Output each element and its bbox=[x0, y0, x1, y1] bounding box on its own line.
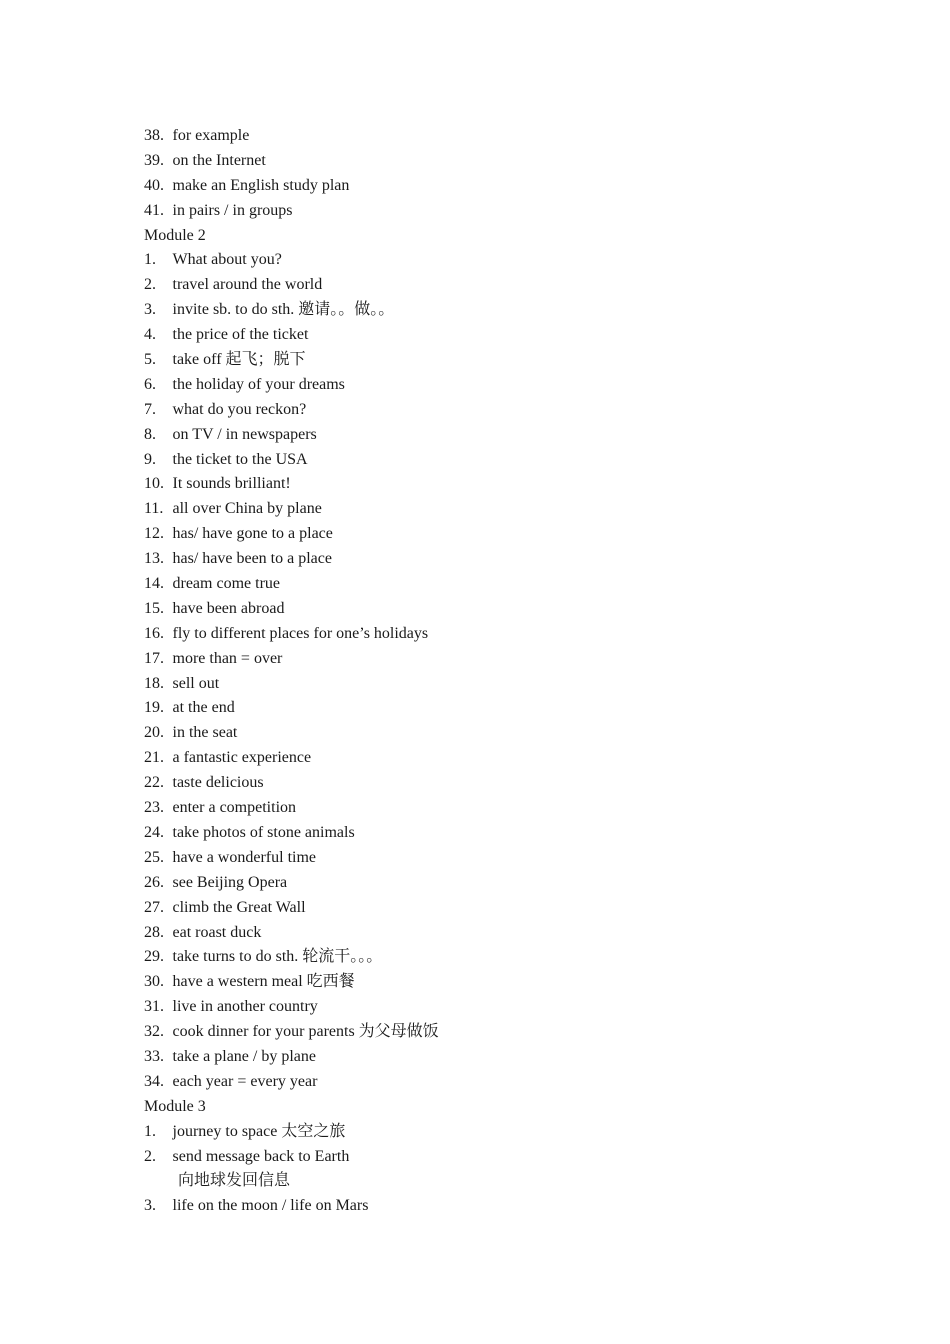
list-item-text: at the end bbox=[172, 699, 235, 717]
document-page bbox=[144, 124, 844, 1219]
list-item-text: What about you? bbox=[172, 251, 282, 269]
list-item bbox=[144, 721, 844, 746]
list-item-number: 7. bbox=[144, 400, 156, 418]
list-item-text: see Beijing Opera bbox=[172, 873, 288, 891]
list-item-text: journey to space 太空之旅 bbox=[172, 1122, 346, 1140]
list-item-text: travel around the world bbox=[172, 276, 323, 294]
list-item-continuation bbox=[144, 1169, 844, 1194]
list-item-text: enter a competition bbox=[172, 799, 297, 817]
list-item bbox=[144, 199, 844, 224]
list-item-number: 9. bbox=[144, 450, 156, 468]
list-item-number: 24. bbox=[144, 823, 164, 841]
list-item-text: climb the Great Wall bbox=[172, 898, 306, 916]
list-item bbox=[144, 149, 844, 174]
list-item bbox=[144, 871, 844, 896]
list-item-number: 2. bbox=[144, 1147, 156, 1165]
list-item-text: send message back to Earth bbox=[172, 1147, 350, 1165]
list-item bbox=[144, 696, 844, 721]
list-item bbox=[144, 423, 844, 448]
list-item bbox=[144, 995, 844, 1020]
list-item-text: what do you reckon? bbox=[172, 400, 307, 418]
list-item-number: 22. bbox=[144, 774, 164, 792]
list-item-number: 29. bbox=[144, 948, 164, 966]
list-item bbox=[144, 846, 844, 871]
list-item-number: 2. bbox=[144, 276, 156, 294]
list-item-number: 1. bbox=[144, 1122, 156, 1140]
list-item-number: 15. bbox=[144, 599, 164, 617]
list-item bbox=[144, 821, 844, 846]
list-item bbox=[144, 597, 844, 622]
list-item-number: 11. bbox=[144, 500, 164, 518]
list-item bbox=[144, 273, 844, 298]
list-item-number: 30. bbox=[144, 973, 164, 991]
list-item bbox=[144, 1045, 844, 1070]
list-item bbox=[144, 672, 844, 697]
list-item-number: 1. bbox=[144, 251, 156, 269]
list-item-number: 5. bbox=[144, 351, 156, 369]
list-item-number: 12. bbox=[144, 525, 164, 543]
list-item-text: the ticket to the USA bbox=[172, 450, 308, 468]
list-item bbox=[144, 348, 844, 373]
list-item-number: 17. bbox=[144, 649, 164, 667]
list-item-text: invite sb. to do sth. 邀请。。做。。 bbox=[172, 301, 395, 319]
list-item bbox=[144, 945, 844, 970]
list-item-text: eat roast duck bbox=[172, 923, 262, 941]
list-item bbox=[144, 124, 844, 149]
list-item-text: sell out bbox=[172, 674, 220, 692]
list-item-text: take photos of stone animals bbox=[172, 823, 355, 841]
list-item-text: have a wonderful time bbox=[172, 848, 316, 866]
list-item bbox=[144, 921, 844, 946]
list-item bbox=[144, 572, 844, 597]
list-item-text: on TV / in newspapers bbox=[172, 425, 317, 443]
list-item bbox=[144, 771, 844, 796]
list-item-number: 19. bbox=[144, 699, 164, 717]
list-item-number: 31. bbox=[144, 998, 164, 1016]
list-item-text: 向地球发回信息 bbox=[178, 1172, 291, 1190]
list-item-text: a fantastic experience bbox=[172, 749, 312, 767]
list-item-number: 34. bbox=[144, 1072, 164, 1090]
list-item bbox=[144, 448, 844, 473]
list-item-text: has/ have gone to a place bbox=[172, 525, 333, 543]
list-item bbox=[144, 1020, 844, 1045]
list-item-text: life on the moon / life on Mars bbox=[172, 1197, 369, 1215]
section-heading-text: Module 3 bbox=[144, 1097, 206, 1115]
list-item-text: all over China by plane bbox=[172, 500, 322, 518]
list-item-number: 14. bbox=[144, 575, 164, 593]
list-item-text: live in another country bbox=[172, 998, 318, 1016]
list-item-number: 3. bbox=[144, 1197, 156, 1215]
list-item-number: 3. bbox=[144, 301, 156, 319]
list-item-number: 16. bbox=[144, 624, 164, 642]
list-item-number: 41. bbox=[144, 201, 164, 219]
list-item bbox=[144, 1120, 844, 1145]
list-item bbox=[144, 248, 844, 273]
list-item-number: 32. bbox=[144, 1023, 164, 1041]
list-item-text: each year = every year bbox=[172, 1072, 318, 1090]
list-item-number: 6. bbox=[144, 375, 156, 393]
list-item-number: 33. bbox=[144, 1047, 164, 1065]
list-item-text: dream come true bbox=[172, 575, 280, 593]
list-item bbox=[144, 1145, 844, 1170]
list-item-number: 13. bbox=[144, 550, 164, 568]
list-item-text: have been abroad bbox=[172, 599, 285, 617]
list-item-text: take off 起飞；脱下 bbox=[172, 351, 306, 369]
list-item-text: the holiday of your dreams bbox=[172, 375, 345, 393]
list-item-number: 21. bbox=[144, 749, 164, 767]
list-item-text: taste delicious bbox=[172, 774, 264, 792]
list-item-number: 18. bbox=[144, 674, 164, 692]
list-item-text: has/ have been to a place bbox=[172, 550, 332, 568]
list-item bbox=[144, 174, 844, 199]
section-heading bbox=[144, 1095, 844, 1120]
list-item-number: 26. bbox=[144, 873, 164, 891]
list-item-number: 39. bbox=[144, 151, 164, 169]
list-item bbox=[144, 746, 844, 771]
list-item-number: 23. bbox=[144, 799, 164, 817]
list-item-text: for example bbox=[172, 127, 250, 144]
list-item-text: more than = over bbox=[172, 649, 283, 667]
list-item-number: 28. bbox=[144, 923, 164, 941]
list-item-text: take turns to do sth. 轮流干。。。 bbox=[172, 948, 383, 966]
list-item bbox=[144, 298, 844, 323]
list-item-text: It sounds brilliant! bbox=[172, 475, 291, 493]
list-item bbox=[144, 896, 844, 921]
section-heading-text: Module 2 bbox=[144, 226, 206, 244]
list-item bbox=[144, 373, 844, 398]
list-item-text: the price of the ticket bbox=[172, 326, 309, 344]
list-item bbox=[144, 472, 844, 497]
list-item-text: fly to different places for one’s holidays bbox=[172, 624, 429, 642]
list-item bbox=[144, 1070, 844, 1095]
list-item bbox=[144, 796, 844, 821]
list-item bbox=[144, 1194, 844, 1219]
list-item bbox=[144, 647, 844, 672]
list-item bbox=[144, 970, 844, 995]
list-item bbox=[144, 323, 844, 348]
list-item-text: in pairs / in groups bbox=[172, 201, 293, 219]
list-item-text: have a western meal 吃西餐 bbox=[172, 973, 355, 991]
list-item-number: 10. bbox=[144, 475, 164, 493]
list-item-number: 20. bbox=[144, 724, 164, 742]
list-item-text: take a plane / by plane bbox=[172, 1047, 316, 1065]
list-item-number: 25. bbox=[144, 848, 164, 866]
list-item-number: 40. bbox=[144, 176, 164, 194]
list-item bbox=[144, 497, 844, 522]
list-item bbox=[144, 398, 844, 423]
list-item-text: cook dinner for your parents 为父母做饭 bbox=[172, 1023, 439, 1041]
list-item bbox=[144, 522, 844, 547]
list-item-number: 27. bbox=[144, 898, 164, 916]
list-item bbox=[144, 547, 844, 572]
section-heading bbox=[144, 224, 844, 249]
list-item-text: on the Internet bbox=[172, 151, 266, 169]
list-item-number: 8. bbox=[144, 425, 156, 443]
list-item-number: 38. bbox=[144, 127, 164, 144]
list-item bbox=[144, 622, 844, 647]
list-item-number: 4. bbox=[144, 326, 156, 344]
list-item-text: in the seat bbox=[172, 724, 238, 742]
list-item-text: make an English study plan bbox=[172, 176, 350, 194]
